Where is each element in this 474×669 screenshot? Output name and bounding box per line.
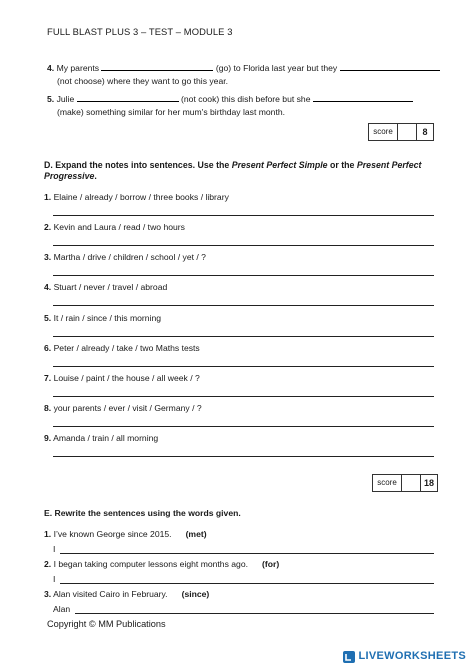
copyright-notice: Copyright © MM Publications (47, 619, 166, 629)
score-label: score (373, 475, 402, 491)
brand-name: LIVEWORKSHEETS (358, 650, 466, 663)
sentence-start: Alan (53, 604, 71, 614)
exercise-c-item-4 (47, 62, 440, 74)
answer-line[interactable] (53, 275, 434, 276)
exercise-d-item (44, 434, 158, 444)
item-number: 2. (44, 222, 52, 232)
item-text: (go) to Florida last year but they (215, 63, 338, 73)
section-e-title: E. Rewrite the sentences using the words given. (44, 508, 241, 518)
answer-line[interactable] (60, 553, 434, 554)
exercise-d-item (44, 314, 161, 324)
item-prompt: Kevin and Laura / read / two hours (53, 222, 185, 232)
section-d-title: D. Expand the notes into sentences. Use the Present Perfect Simple or the Present Perfect Progressive. (44, 160, 422, 182)
score-max: 18 (423, 477, 434, 488)
item-number: 3. (44, 252, 52, 262)
exercise-d-item (44, 404, 202, 414)
item-number: 5. (44, 313, 52, 323)
exercise-d-item (44, 193, 229, 203)
score-label: score (369, 124, 398, 140)
item-text-continuation: (not choose) where they want to go this year. (57, 76, 229, 86)
item-prompt: Stuart / never / travel / abroad (53, 282, 168, 292)
exercise-d-item (44, 374, 200, 384)
exercise-d-item (44, 253, 206, 263)
liveworksheets-logo-icon (343, 651, 355, 663)
score-input[interactable] (402, 475, 421, 491)
answer-line[interactable] (53, 396, 434, 397)
answer-line[interactable] (53, 305, 434, 306)
item-sentence: I’ve known George since 2015. (53, 529, 172, 539)
score-max: 8 (422, 126, 428, 137)
page-header: FULL BLAST PLUS 3 – TEST – MODULE 3 (47, 26, 233, 37)
item-text-continuation: (make) something similar for her mum's birthday last month. (57, 107, 286, 117)
gap-input[interactable] (313, 93, 413, 102)
item-text: Julie (56, 94, 75, 104)
item-number: 4. (47, 63, 55, 73)
key-word: (since) (181, 589, 210, 599)
item-number: 6. (44, 343, 52, 353)
answer-line[interactable] (60, 583, 434, 584)
gap-input[interactable] (77, 93, 179, 102)
item-number: 1. (44, 192, 52, 202)
score-box-d (372, 474, 438, 492)
answer-line[interactable] (53, 456, 434, 457)
sentence-start: I (53, 574, 56, 584)
item-prompt: It / rain / since / this morning (53, 313, 162, 323)
key-word: (met) (185, 529, 207, 539)
item-text: My parents (56, 63, 100, 73)
exercise-c-item-5 (47, 93, 413, 105)
item-prompt: Martha / drive / children / school / yet / ? (53, 252, 206, 262)
item-prompt: your parents / ever / visit / Germany / ? (53, 403, 202, 413)
item-number: 2. (44, 559, 52, 569)
gap-input[interactable] (101, 62, 213, 71)
score-input[interactable] (398, 124, 417, 140)
key-word: (for) (262, 559, 280, 569)
item-number: 9. (44, 433, 52, 443)
item-prompt: Louise / paint / the house / all week / ? (53, 373, 200, 383)
answer-line[interactable] (53, 245, 434, 246)
exercise-e-item (44, 590, 209, 600)
exercise-d-item (44, 344, 200, 354)
item-number: 8. (44, 403, 52, 413)
item-sentence: Alan visited Cairo in February. (53, 589, 168, 599)
exercise-d-item (44, 283, 167, 293)
answer-line[interactable] (53, 426, 434, 427)
gap-input[interactable] (340, 62, 440, 71)
item-number: 7. (44, 373, 52, 383)
answer-line[interactable] (53, 215, 434, 216)
exercise-e-item (44, 530, 207, 540)
exercise-d-item (44, 223, 185, 233)
liveworksheets-brand[interactable] (343, 650, 467, 663)
item-prompt: Elaine / already / borrow / three books / library (53, 192, 229, 202)
exercise-e-item (44, 560, 279, 570)
answer-line[interactable] (53, 336, 434, 337)
item-number: 3. (44, 589, 52, 599)
answer-line[interactable] (53, 366, 434, 367)
sentence-start: I (53, 544, 56, 554)
item-prompt: Amanda / train / all morning (53, 433, 159, 443)
item-prompt: Peter / already / take / two Maths tests (53, 343, 200, 353)
item-number: 1. (44, 529, 52, 539)
item-sentence: I began taking computer lessons eight months ago. (53, 559, 248, 569)
score-box-c (368, 123, 434, 141)
item-number: 5. (47, 94, 55, 104)
item-text: (not cook) this dish before but she (181, 94, 311, 104)
answer-line[interactable] (75, 613, 434, 614)
item-number: 4. (44, 282, 52, 292)
